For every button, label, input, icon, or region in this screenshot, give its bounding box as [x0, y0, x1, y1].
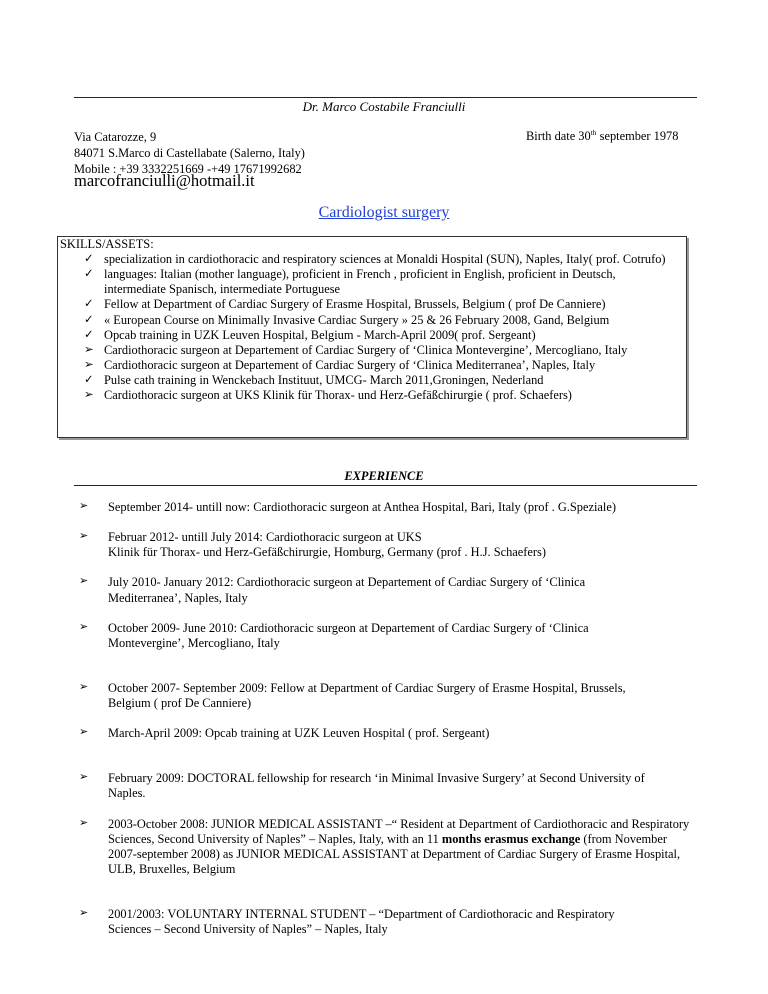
experience-text: October 2009- June 2010: Cardiothoracic surgeon at Departement of Cardiac Surgery of ‘Clinica	[108, 620, 589, 635]
skill-item	[58, 252, 686, 267]
email-address: marcofranciulli@hotmail.it	[74, 171, 255, 190]
arrow-bullet-icon: ➢	[79, 500, 89, 512]
arrow-bullet-icon: ➢	[84, 358, 94, 371]
experience-text: September 2014- untill now: Cardiothoracic surgeon at Anthea Hospital, Bari, Italy (prof . G.Speziale)	[108, 500, 617, 514]
experience-item	[74, 575, 698, 605]
experience-text-part: 2003-October 2008: JUNIOR MEDICAL ASSISTANT –“ Resident at Department of Cardiothoracic and Respiratory Sciences, Second University of Naples” – Naples, Italy, with an 11	[108, 816, 690, 846]
experience-item	[74, 907, 698, 937]
birth-date-ordinal: th	[590, 128, 597, 137]
checkmark-icon: ✓	[84, 298, 94, 311]
arrow-bullet-icon: ➢	[79, 907, 89, 919]
skill-item	[58, 313, 686, 328]
skill-text: Pulse cath training in Wenckebach Instituut, UMCG- March 2011,Groningen, Nederland	[104, 373, 544, 387]
skill-item	[58, 388, 686, 403]
arrow-bullet-icon: ➢	[79, 620, 89, 633]
skill-text: Cardiothoracic surgeon at UKS Klinik für Thorax- und Herz-Gefäßchirurgie ( prof. Schaefers)	[104, 388, 572, 403]
checkmark-icon: ✓	[84, 313, 94, 326]
checkmark-icon: ✓	[84, 374, 94, 386]
experience-item	[74, 500, 698, 515]
arrow-bullet-icon: ➢	[84, 343, 94, 356]
address-street: Via Catarozze, 9	[74, 130, 157, 144]
skill-text: Opcab training in UZK Leuven Hospital, Belgium - March-April 2009( prof. Sergeant)	[104, 327, 536, 342]
experience-text: Naples.	[108, 786, 146, 801]
skill-text: Cardiothoracic surgeon at Departement of Cardiac Surgery of ‘Clinica Montevergine’, Mercogliano, Italy	[104, 342, 628, 357]
header-rule	[74, 97, 697, 98]
address-city: 84071 S.Marco di Castellabate (Salerno, Italy)	[74, 146, 305, 161]
skill-item	[58, 343, 686, 358]
experience-text: July 2010- January 2012: Cardiothoracic surgeon at Departement of Cardiac Surgery of ‘Clinica	[108, 575, 586, 590]
job-title-link[interactable]: Cardiologist surgery	[318, 204, 450, 221]
experience-heading: EXPERIENCE	[344, 469, 424, 483]
skill-item	[58, 358, 686, 373]
skill-text: specialization in cardiothoracic and respiratory sciences at Monaldi Hospital (SUN), Naples, Italy( prof. Cotrufo)	[104, 252, 666, 266]
arrow-bullet-icon: ➢	[79, 575, 89, 588]
skill-item	[58, 373, 686, 388]
skill-text: languages: Italian (mother language), proficient in French , proficient in English, proficient in Deutsch, intermediate Spanisch, intermediate Portuguese	[104, 267, 616, 297]
experience-item	[74, 817, 698, 878]
experience-list	[74, 500, 698, 937]
arrow-bullet-icon: ➢	[79, 680, 89, 693]
experience-text	[108, 817, 698, 878]
experience-text: Klinik für Thorax- und Herz-Gefäßchirurgie, Homburg, Germany (prof . H.J. Schaefers)	[108, 545, 547, 560]
skill-item	[58, 328, 686, 343]
experience-item	[74, 621, 698, 651]
experience-text-bold: months erasmus exchange	[441, 831, 581, 846]
experience-text: February 2009: DOCTORAL fellowship for research ‘in Minimal Invasive Surgery’ at Second University of	[108, 771, 645, 786]
experience-text: Mediterranea’, Naples, Italy	[108, 590, 248, 605]
experience-text: October 2007- September 2009: Fellow at Department of Cardiac Surgery of Erasme Hospital, Brussels,	[108, 680, 626, 695]
experience-text-part: (from November 2007-september 2008) as JUNIOR MEDICAL ASSISTANT at Department of Cardiac Surgery of Erasme Hospital, ULB, Bruxelles, Belgium	[108, 831, 681, 876]
experience-text: Montevergine’, Mercogliano, Italy	[108, 635, 280, 650]
skill-text: Fellow at Department of Cardiac Surgery of Erasme Hospital, Brussels, Belgium ( prof De Canniere)	[104, 297, 606, 312]
experience-item	[74, 530, 698, 560]
birth-date	[526, 129, 678, 144]
skill-item	[58, 267, 686, 297]
experience-item	[74, 681, 698, 711]
checkmark-icon: ✓	[84, 253, 94, 265]
experience-text: March-April 2009: Opcab training at UZK Leuven Hospital ( prof. Sergeant)	[108, 726, 490, 741]
arrow-bullet-icon: ➢	[79, 771, 89, 784]
skill-text: Cardiothoracic surgeon at Departement of Cardiac Surgery of ‘Clinica Mediterranea’, Naples, Italy	[104, 357, 596, 372]
skills-heading: SKILLS/ASSETS:	[60, 237, 154, 251]
experience-text: Belgium ( prof De Canniere)	[108, 696, 252, 710]
experience-item	[74, 726, 698, 741]
checkmark-icon: ✓	[84, 268, 94, 281]
experience-text: Sciences – Second University of Naples” – Naples, Italy	[108, 922, 388, 937]
experience-rule	[74, 485, 697, 486]
arrow-bullet-icon: ➢	[79, 530, 89, 543]
birth-date-prefix: Birth date 30	[526, 129, 591, 143]
arrow-bullet-icon: ➢	[84, 389, 94, 402]
arrow-bullet-icon: ➢	[79, 726, 89, 739]
skill-text: « European Course on Minimally Invasive Cardiac Surgery » 25 & 26 February 2008, Gand, Belgium	[104, 312, 610, 327]
arrow-bullet-icon: ➢	[79, 816, 89, 829]
skills-list	[58, 252, 686, 403]
experience-item	[74, 771, 698, 801]
mobile-phone: Mobile : +39 3332251669 -+49 17671992682	[74, 162, 302, 177]
skills-box	[57, 236, 687, 438]
checkmark-icon: ✓	[84, 328, 94, 341]
experience-text: Februar 2012- untill July 2014: Cardiothoracic surgeon at UKS	[108, 530, 422, 545]
birth-date-suffix: september 1978	[596, 129, 679, 143]
skill-item	[58, 297, 686, 312]
experience-text: 2001/2003: VOLUNTARY INTERNAL STUDENT – “Department of Cardiothoracic and Respiratory	[108, 907, 615, 921]
candidate-name: Dr. Marco Costabile Franciulli	[302, 99, 466, 114]
